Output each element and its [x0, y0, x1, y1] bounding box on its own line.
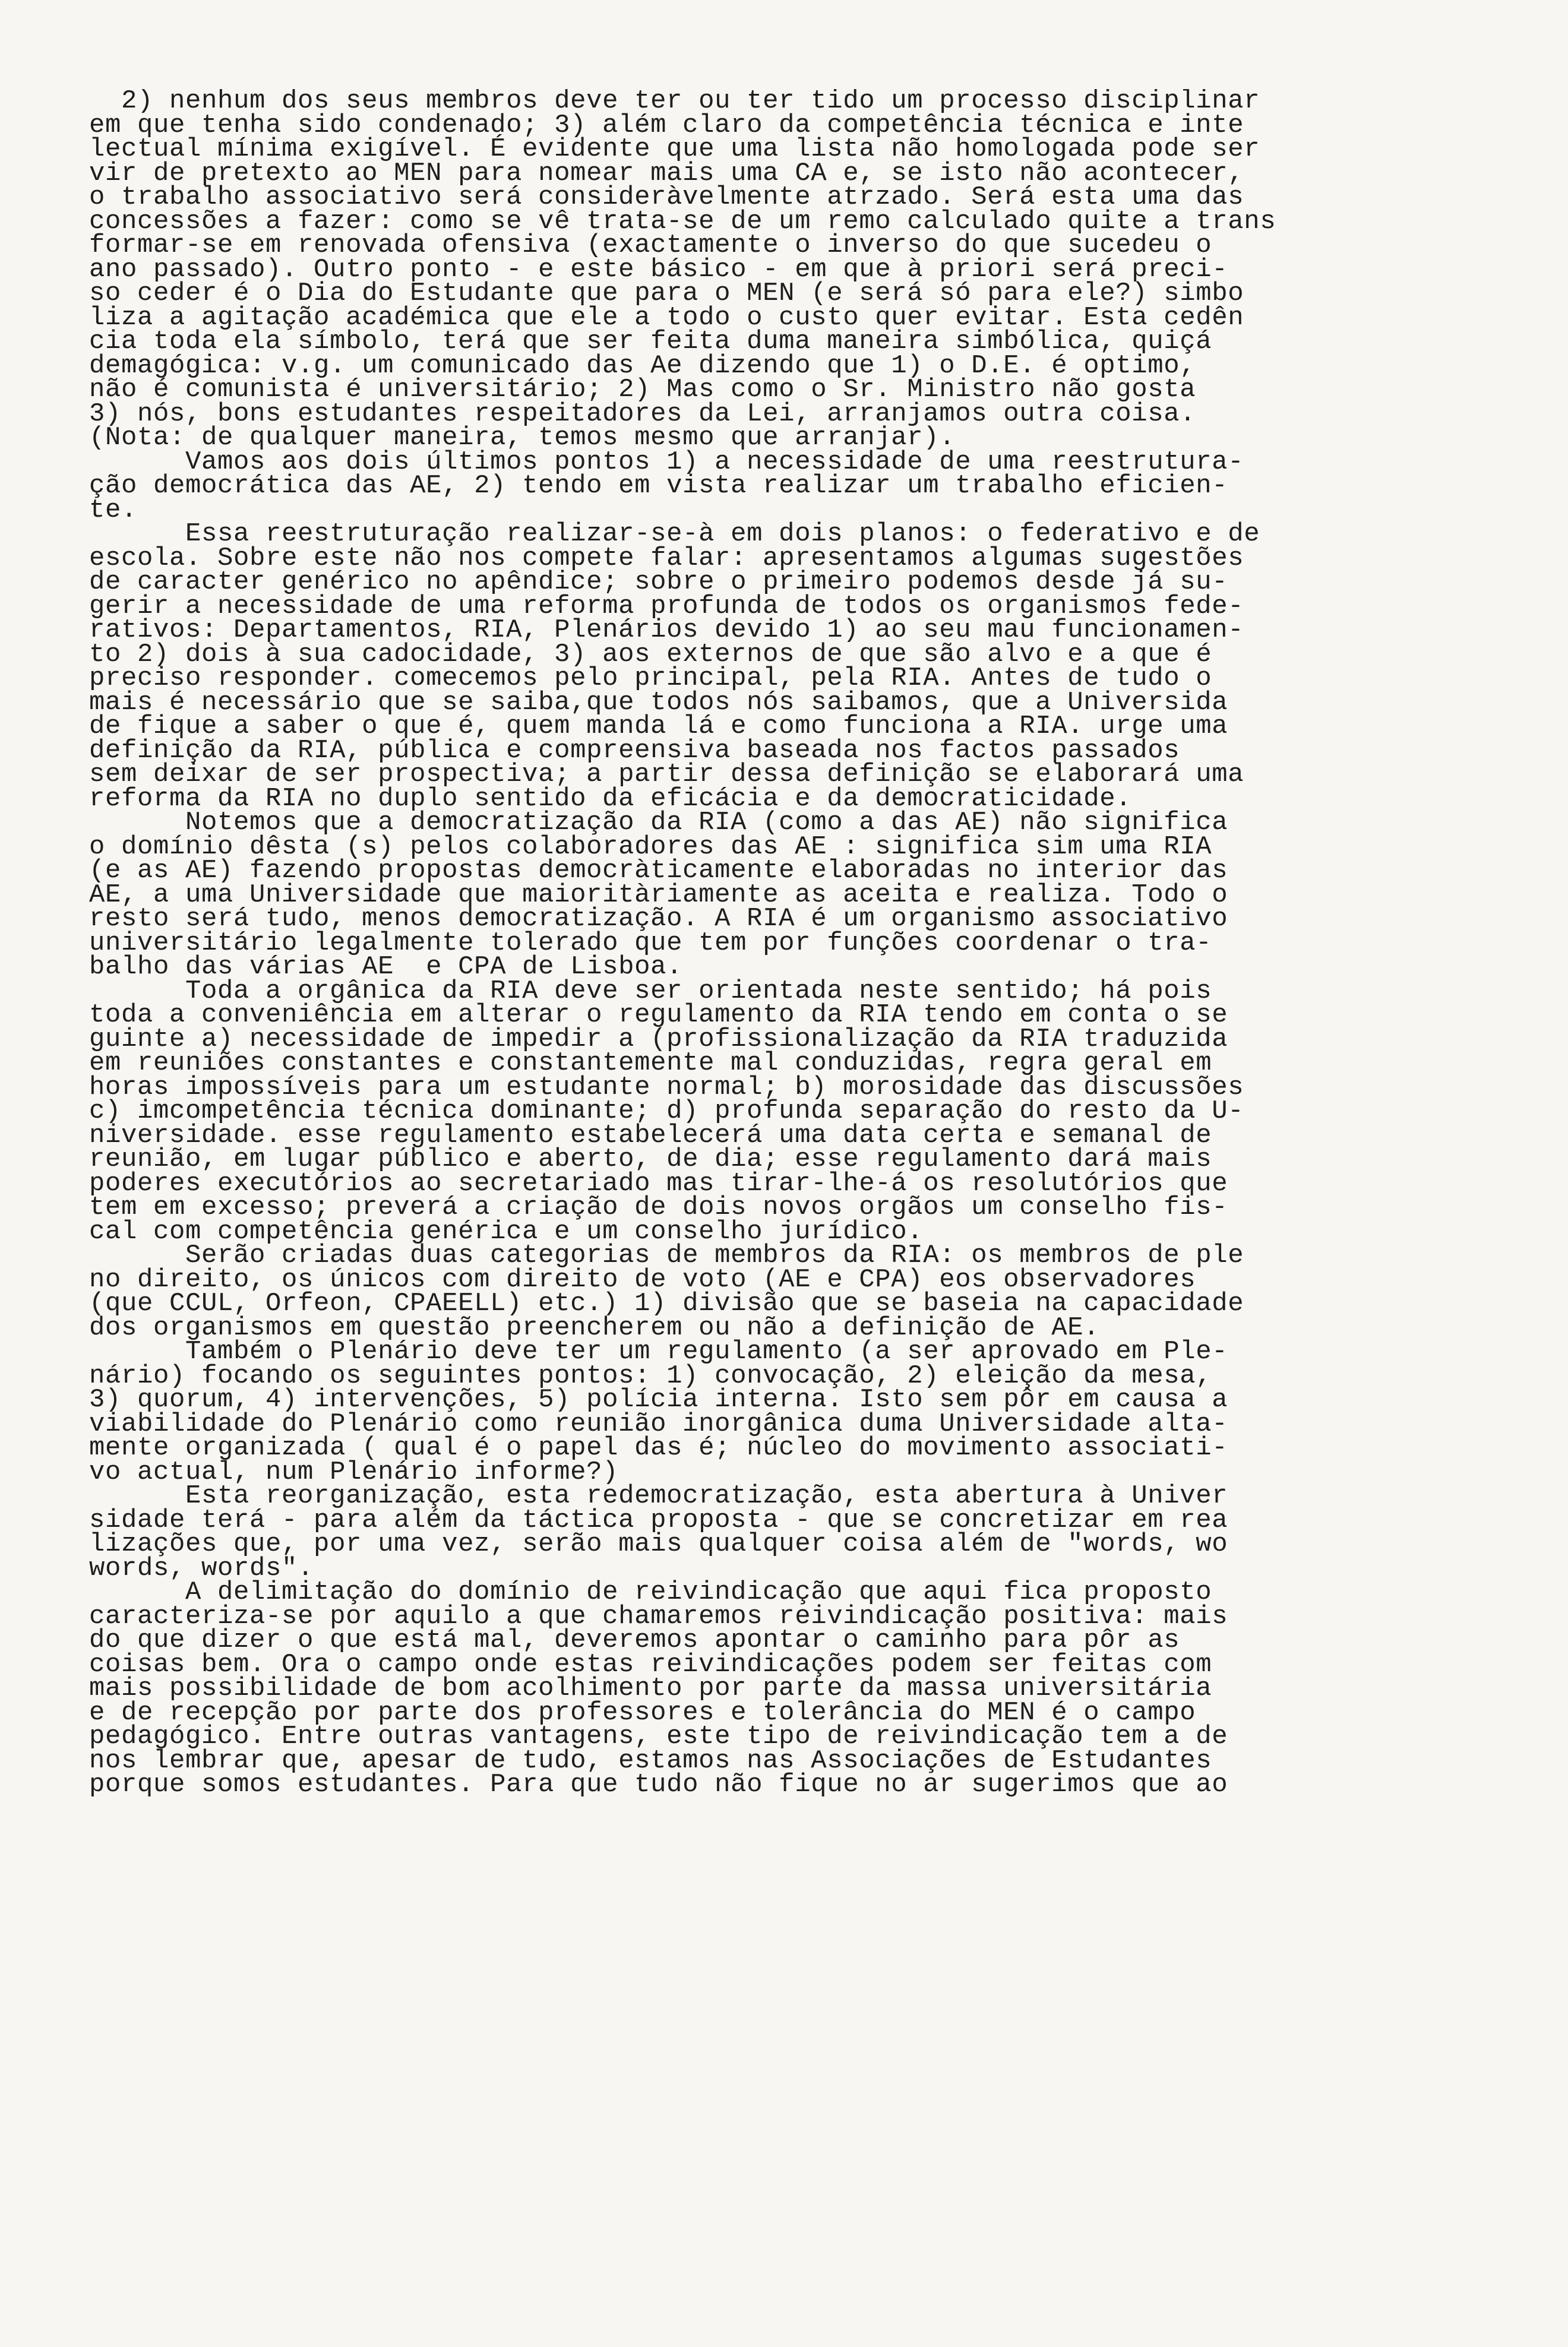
text-line: do que dizer o que está mal, deveremos apontar o caminho para pôr as	[89, 1625, 1180, 1655]
text-line: não é comunista é universitário; 2) Mas como o Sr. Ministro não gosta	[89, 375, 1196, 404]
text-line: viabilidade do Plenário como reunião inorgânica duma Universidade alta-	[89, 1409, 1228, 1439]
text-line: no direito, os únicos com direito de voto (AE e CPA) eos observadores	[89, 1264, 1196, 1295]
text-line: mente organizada ( qual é o papel das é; núcleo do movimento associati-	[89, 1433, 1228, 1463]
text-line: balho das várias AE e CPA de Lisboa.	[89, 952, 683, 982]
text-line: de caracter genérico no apêndice; sobre o primeiro podemos desde já su-	[89, 567, 1228, 597]
text-line: reforma da RIA no duplo sentido da eficácia e da democraticidade.	[89, 783, 1132, 814]
text-line: Serão criadas duas categorias de membros da RIA: os membros de ple	[89, 1241, 1244, 1270]
text-line: poderes executórios ao secretariado mas tirar-lhe-á os resolutórios que	[89, 1168, 1228, 1198]
text-line: escola. Sobre este não nos compete falar: apresentamos algumas sugestões	[89, 543, 1244, 573]
text-line: sem deixar de ser prospectiva; a partir dessa definição se elaborará uma	[89, 760, 1244, 789]
text-line: Toda a orgânica da RIA deve ser orientada neste sentido; há pois	[89, 976, 1212, 1006]
text-line: ção democrática das AE, 2) tendo em vista realizar um trabalho eficien-	[89, 471, 1228, 501]
text-line: definição da RIA, pública e compreensiva baseada nos factos passados	[89, 735, 1180, 766]
text-line: Esta reorganização, esta redemocratização, esta abertura à Univer	[89, 1481, 1228, 1511]
text-line: Também o Plenário deve ter um regulamento (a ser aprovado em Ple-	[89, 1337, 1228, 1367]
text-line: resto será tudo, menos democratização. A RIA é um organismo associativo	[89, 904, 1228, 934]
document-body	[89, 89, 1455, 1797]
text-line: dos organismos em questão preencherem ou não a definição de AE.	[89, 1312, 1100, 1343]
text-line: rativos: Departamentos, RIA, Plenários devido 1) ao seu mau funcionamen-	[89, 615, 1244, 645]
text-line: sidade terá - para além da táctica proposta - que se concretizar em rea	[89, 1505, 1228, 1535]
text-line: niversidade. esse regulamento estabelecerá uma data certa e semanal de	[89, 1120, 1212, 1150]
text-line: toda a conveniência em alterar o regulamento da RIA tendo em conta o se	[89, 1000, 1228, 1030]
text-line: vo actual, num Plenário informe?)	[89, 1457, 619, 1487]
text-line: A delimitação do domínio de reivindicação que aqui fica proposto	[89, 1577, 1212, 1607]
text-line: so ceder é o Dia do Estudante que para o MEN (e será só para ele?) simbo	[89, 279, 1244, 308]
text-line: caracteriza-se por aquilo a que chamaremos reivindicação positiva: mais	[89, 1601, 1228, 1631]
text-line: universitário legalmente tolerado que tem por funções coordenar o tra-	[89, 928, 1212, 958]
text-line: lizações que, por uma vez, serão mais qualquer coisa além de "words, wo	[89, 1529, 1228, 1559]
text-line: em que tenha sido condenado; 3) além claro da competência técnica e inte	[89, 110, 1244, 140]
text-line: to 2) dois à sua cadocidade, 3) aos externos de que são alvo e a que é	[89, 639, 1212, 669]
text-line: o trabalho associativo será consideràvelmente atrzado. Será esta uma das	[89, 182, 1244, 212]
text-line: nário) focando os seguintes pontos: 1) convocação, 2) eleição da mesa,	[89, 1361, 1212, 1391]
text-line: ano passado). Outro ponto - e este básico - em que à priori será preci-	[89, 254, 1228, 284]
text-line: te.	[89, 495, 138, 525]
text-line: c) imcompetência técnica dominante; d) profunda separação do resto da U-	[89, 1096, 1244, 1126]
text-line: words, words".	[89, 1553, 314, 1583]
text-line: (Nota: de qualquer maneira, temos mesmo que arranjar).	[89, 423, 956, 453]
text-line: gerir a necessidade de uma reforma profunda de todos os organismos fede-	[89, 591, 1244, 621]
text-line: e de recepção por parte dos professores e tolerância do MEN é o campo	[89, 1697, 1196, 1728]
text-line: em reuniões constantes e constantemente mal conduzidas, regra geral em	[89, 1048, 1212, 1078]
typewritten-page	[89, 89, 1455, 2304]
text-line: o domínio dêsta (s) pelos colaboradores das AE : significa sim uma RIA	[89, 831, 1212, 862]
text-line: de fique a saber o que é, quem manda lá e como funciona a RIA. urge uma	[89, 711, 1228, 741]
text-line: mais é necessário que se saiba,que todos nós saibamos, que a Universida	[89, 687, 1228, 717]
text-line: coisas bem. Ora o campo onde estas reivindicações podem ser feitas com	[89, 1649, 1212, 1679]
text-line: formar-se em renovada ofensiva (exactamente o inverso do que sucedeu o	[89, 230, 1212, 260]
text-line: preciso responder. comecemos pelo principal, pela RIA. Antes de tudo o	[89, 663, 1212, 693]
text-line: vir de pretexto ao MEN para nomear mais uma CA e, se isto não acontecer,	[89, 158, 1244, 188]
text-line: horas impossíveis para um estudante normal; b) morosidade das discussões	[89, 1072, 1244, 1102]
text-line: 2) nenhum dos seus membros deve ter ou ter tido um processo disciplinar	[89, 89, 1260, 116]
text-line: demagógica: v.g. um comunicado das Ae dizendo que 1) o D.E. é optimo,	[89, 350, 1196, 381]
text-line: mais possibilidade de bom acolhimento por parte da massa universitária	[89, 1674, 1212, 1703]
text-line: pedagógico. Entre outras vantagens, este tipo de reivindicação tem a de	[89, 1722, 1228, 1751]
text-line: nos lembrar que, apesar de tudo, estamos nas Associações de Estudantes	[89, 1745, 1212, 1776]
text-line: porque somos estudantes. Para que tudo não fique no ar sugerimos que ao	[89, 1770, 1228, 1799]
text-line: concessões a fazer: como se vê trata-se de um remo calculado quite a trans	[89, 206, 1276, 236]
text-line: lectual mínima exigível. É evidente que uma lista não homologada pode ser	[89, 134, 1260, 164]
text-line: cia toda ela símbolo, terá que ser feita duma maneira simbólica, quiçá	[89, 327, 1212, 356]
text-line: (e as AE) fazendo propostas democràticamente elaboradas no interior das	[89, 856, 1228, 885]
text-line: 3) quorum, 4) intervenções, 5) polícia interna. Isto sem pôr em causa a	[89, 1385, 1228, 1415]
text-line: reunião, em lugar público e aberto, de dia; esse regulamento dará mais	[89, 1144, 1212, 1174]
text-line: liza a agitação académica que ele a todo o custo quer evitar. Esta cedên	[89, 302, 1244, 333]
text-line: (que CCUL, Orfeon, CPAEELL) etc.) 1) divisão que se baseia na capacidade	[89, 1289, 1244, 1318]
text-line: Notemos que a democratização da RIA (como a das AE) não significa	[89, 808, 1228, 837]
text-line: tem em excesso; preverá a criação de dois novos orgãos um conselho fis-	[89, 1193, 1228, 1222]
text-line: Essa reestruturação realizar-se-à em dois planos: o federativo e de	[89, 519, 1260, 549]
text-line: guinte a) necessidade de impedir a (profissionalização da RIA traduzida	[89, 1024, 1228, 1054]
text-line: 3) nós, bons estudantes respeitadores da Lei, arranjamos outra coisa.	[89, 398, 1196, 429]
text-line: Vamos aos dois últimos pontos 1) a necessidade de uma reestrutura-	[89, 447, 1244, 477]
text-line: AE, a uma Universidade que maioritàriamente as aceita e realiza. Todo o	[89, 880, 1228, 910]
text-line: cal com competência genérica e um conselho jurídico.	[89, 1216, 924, 1247]
